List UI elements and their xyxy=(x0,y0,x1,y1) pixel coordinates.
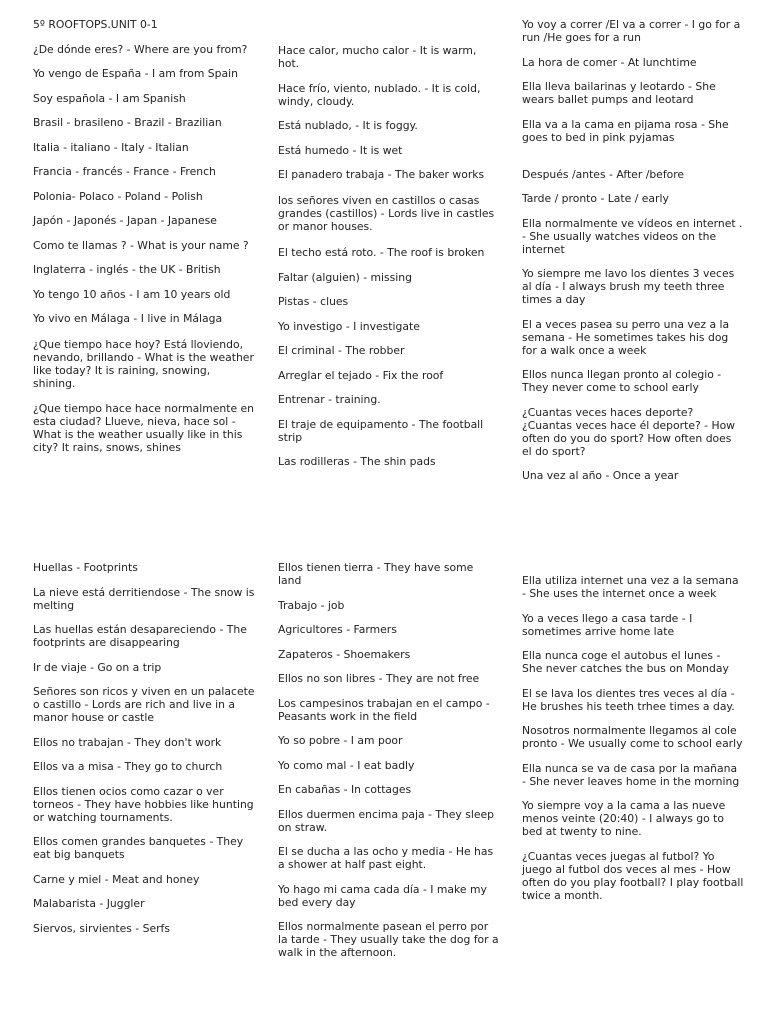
vocab-entry: El criminal - The robber xyxy=(278,344,405,357)
vocab-entry: Ellos va a misa - They go to church xyxy=(33,760,223,773)
vocab-entry: Italia - italiano - Italy - Italian xyxy=(33,140,189,154)
vocab-entry: Yo hago mi cama cada día - I make my bed every day xyxy=(278,882,487,909)
vocab-entry: Después /antes - After /before xyxy=(522,167,685,181)
vocab-entry: ¿Cuantas veces haces deporte? ¿Cuantas veces hace él deporte? - How often do you do sport? How often does el do sport? xyxy=(522,405,736,458)
vocab-entry: Ellos tienen tierra - They have some land xyxy=(278,561,474,587)
vocab-entry: Yo vivo en Málaga - I live in Málaga xyxy=(33,312,223,325)
vocab-entry: El techo está roto. - The roof is broken xyxy=(278,246,485,259)
column-bottom-middle xyxy=(278,561,500,971)
vocab-entry: El traje de equipamento - The football strip xyxy=(278,417,484,444)
vocab-entry: Yo so pobre - I am poor xyxy=(278,734,403,747)
vocab-entry: ¿Que tiempo hace hace normalmente en esta ciudad? Llueve, nieva, hace sol - What is the weather usually like in this city? It rains, snows, shines xyxy=(33,401,254,454)
vocab-entry: Las rodilleras - The shin pads xyxy=(278,455,436,468)
vocab-entry: Ella normalmente ve vídeos en internet . - She usually watches videos on the internet xyxy=(522,216,743,256)
vocab-entry: Siervos, sirvientes - Serfs xyxy=(33,921,170,935)
vocab-entry: Ellos duermen encima paja - They sleep on straw. xyxy=(278,807,495,834)
vocab-entry: Ellos tienen ocios como cazar o ver torneos - They have hobbies like hunting or watching tournaments. xyxy=(33,784,254,824)
vocab-entry: Nosotros normalmente llegamos al cole pronto - We usually come to school early xyxy=(522,724,743,750)
vocab-entry: Yo vengo de España - I am from Spain xyxy=(33,67,238,80)
vocab-entry: Polonia- Polaco - Poland - Polish xyxy=(33,189,203,203)
vocab-entry: Yo voy a correr /El va a correr - I go for a run /He goes for a run xyxy=(522,18,741,44)
vocab-entry: La hora de comer - At lunchtime xyxy=(522,55,697,69)
column-top-left xyxy=(33,18,255,465)
vocab-entry: Ellos no trabajan - They don't work xyxy=(33,735,222,749)
vocab-entry: Señores son ricos y viven en un palacete o castillo - Lords are rich and live in a manor house or castle xyxy=(33,685,255,724)
vocab-entry: Como te llamas ? - What is your name ? xyxy=(33,238,249,252)
vocab-entry: Ellos normalmente pasean el perro por la tarde - They usually take the dog for a walk in the afternoon. xyxy=(278,920,499,959)
vocab-entry: Las huellas están desapareciendo - The footprints are disappearing xyxy=(33,623,247,649)
vocab-entry: Pistas - clues xyxy=(278,295,349,308)
vocab-entry: Ir de viaje - Go on a trip xyxy=(33,660,162,674)
vocab-entry: Yo investigo - I investigate xyxy=(278,319,420,333)
vocab-entry: Inglaterra - inglés - the UK - British xyxy=(33,263,221,276)
vocab-entry: Ella utiliza internet una vez a la semana - She uses the internet once a week xyxy=(522,574,739,600)
vocab-entry: Yo a veces llego a casa tarde - I sometimes arrive home late xyxy=(522,611,693,638)
vocab-entry: Está humedo - It is wet xyxy=(278,143,403,157)
vocab-entry: Brasil - brasileno - Brazil - Brazilian xyxy=(33,116,222,129)
vocab-entry: Arreglar el tejado - Fix the roof xyxy=(278,368,444,382)
vocab-entry: los señores viven en castillos o casas grandes (castillos) - Lords live in castles or manor houses. xyxy=(278,194,495,233)
vocab-entry: La nieve está derritiendose - The snow is melting xyxy=(33,585,255,612)
vocab-entry: Japón - Japonés - Japan - Japanese xyxy=(33,214,217,227)
vocab-entry: Ella nunca coge el autobus el lunes - She never catches the bus on Monday xyxy=(522,649,729,675)
vocab-entry: El panadero trabaja - The baker works xyxy=(278,168,485,181)
vocab-entry: Carne y miel - Meat and honey xyxy=(33,872,200,886)
vocab-entry: Zapateros - Shoemakers xyxy=(278,647,411,661)
vocab-entry: Una vez al año - Once a year xyxy=(522,469,679,482)
vocab-entry: Ella nunca se va de casa por la mañana - She never leaves home in the morning xyxy=(522,761,740,788)
vocab-entry: Ellos comen grandes banquetes - They eat big banquets xyxy=(33,835,244,861)
vocab-entry: Francia - francés - France - French xyxy=(33,165,216,178)
vocab-entry: Yo siempre voy a la cama a las nueve menos veinte (20:40) - I always go to bed at twenty to nine. xyxy=(522,799,726,838)
vocab-entry: En cabañas - In cottages xyxy=(278,783,412,796)
document-title: 5º ROOFTOPS.UNIT 0-1 xyxy=(33,18,158,31)
vocab-entry: Agricultores - Farmers xyxy=(278,623,397,636)
vocab-entry: El se lava los dientes tres veces al día - He brushes his teeth trhee times a day. xyxy=(522,686,735,713)
vocab-entry: ¿De dónde eres? - Where are you from? xyxy=(33,42,248,56)
vocab-entry: Ella va a la cama en pijama rosa - She goes to bed in pink pyjamas xyxy=(522,117,729,144)
column-bottom-left xyxy=(33,561,255,946)
vocab-entry: Yo como mal - I eat badly xyxy=(278,758,415,772)
vocab-entry: Trabajo - job xyxy=(278,598,345,612)
vocab-entry: Los campesinos trabajan en el campo - Peasants work in the field xyxy=(278,696,490,723)
vocab-entry: Tarde / pronto - Late / early xyxy=(522,192,669,205)
vocab-entry: ¿Cuantas veces juegas al futbol? Yo juego al futbol dos veces al mes - How often do you play football? I play football twice a month. xyxy=(522,849,744,902)
vocab-entry: Huellas - Footprints xyxy=(33,561,138,574)
vocab-entry: Hace frío, viento, nublado. - It is cold, windy, cloudy. xyxy=(278,81,481,108)
vocab-entry: Malabarista - Juggler xyxy=(33,897,145,910)
vocab-entry: Está nublado, - It is foggy. xyxy=(278,119,418,132)
vocab-entry: El se ducha a las ocho y media - He has a shower at half past eight. xyxy=(278,845,494,871)
vocab-entry: El a veces pasea su perro una vez a la semana - He sometimes takes his dog for a walk once a week xyxy=(522,317,730,357)
vocab-entry: Hace calor, mucho calor - It is warm, hot. xyxy=(278,44,477,70)
vocab-entry: Entrenar - training. xyxy=(278,393,381,406)
column-top-right xyxy=(522,18,744,494)
vocab-entry: Yo siempre me lavo los dientes 3 veces al día - I always brush my teeth three times a day xyxy=(522,267,735,306)
vocab-entry: Ellos nunca llegan pronto al colegio - They never come to school early xyxy=(522,368,722,394)
vocab-entry: ¿Que tiempo hace hoy? Está lloviendo, nevando, brillando - What is the weather like today? It is raining, snowing, shining. xyxy=(33,338,254,390)
vocab-entry: Ella lleva bailarinas y leotardo - She wears ballet pumps and leotard xyxy=(522,80,716,106)
column-bottom-right xyxy=(522,574,744,913)
vocab-entry: Soy española - I am Spanish xyxy=(33,91,186,105)
vocab-entry: Ellos no son libres - They are not free xyxy=(278,672,480,685)
vocab-entry: Yo tengo 10 años - I am 10 years old xyxy=(33,287,231,301)
vocab-entry: Faltar (alguien) - missing xyxy=(278,270,413,284)
column-top-middle xyxy=(278,44,500,480)
